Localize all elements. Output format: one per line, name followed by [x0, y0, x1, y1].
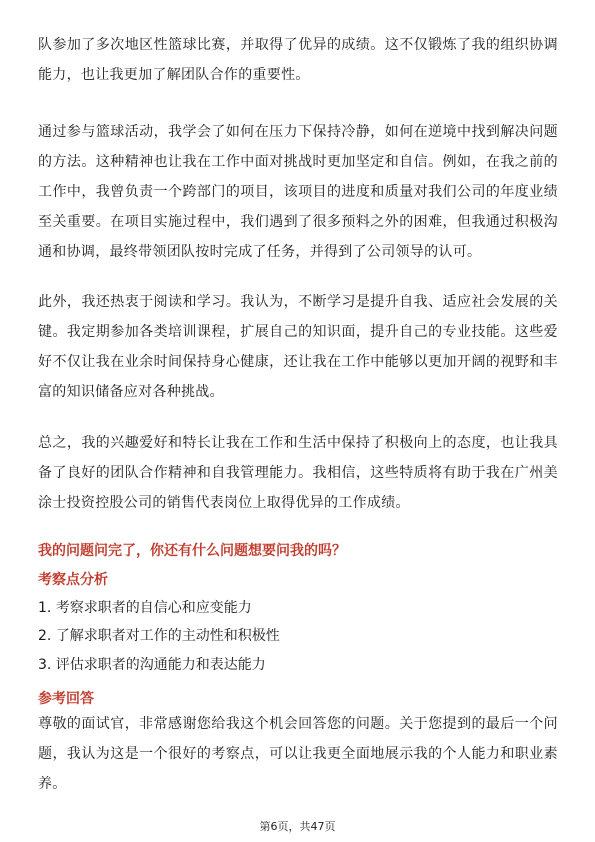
paragraph-reading-learning: 此外，我还热衷于阅读和学习。我认为，不断学习是提升自我、适应社会发展的关键。我定期参加各类培训课程，扩展自己的知识面，提升自己的专业技能。这些爱好不仅让我在业余时间保持身心健康，还让我在工作中能够以更加开阔的视野和丰富的知识储备应对各种挑战。	[38, 294, 558, 400]
interview-question: 我的问题问完了，你还有什么问题想要问我的吗？	[38, 543, 346, 559]
paragraph-conclusion: 总之，我的兴趣爱好和特长让我在工作和生活中保持了积极向上的态度，也让我具备了良好的团队合作精神和自我管理能力。我相信，这些特质将有助于我在广州美涂士投资控股公司的销售代表岗位上取得优异的工作成绩。	[38, 435, 558, 511]
reference-answer: 尊敬的面试官，非常感谢您给我这个机会回答您的问题。关于您提到的最后一个问题，我认为这是一个很好的考察点，可以让我更全面地展示我的个人能力和职业素养。	[38, 716, 558, 792]
paragraph-basketball-lessons: 通过参与篮球活动，我学会了如何在压力下保持冷静，如何在逆境中找到解决问题的方法。这种精神也让我在工作中面对挑战时更加坚定和自信。例如，在我之前的工作中，我曾负责一个跨部门的项目，该项目的进度和质量对我们公司的年度业绩至关重要。在项目实施过程中，我们遇到了很多预料之外的困难，但我通过积极沟通和协调，最终带领团队按时完成了任务，并得到了公司领导的认可。	[38, 124, 558, 260]
analysis-heading: 考察点分析	[38, 572, 108, 588]
reference-heading: 参考回答	[38, 691, 94, 707]
paragraph-basketball-intro: 队参加了多次地区性篮球比赛，并取得了优异的成绩。这不仅锻炼了我的组织协调能力，也让我更加了解团队合作的重要性。	[38, 37, 558, 83]
page-number: 第6页，共47页	[259, 820, 336, 833]
analysis-item-1: 1. 考察求职者的自信心和应变能力	[38, 600, 252, 616]
analysis-item-3: 3. 评估求职者的沟通能力和表达能力	[38, 657, 266, 673]
analysis-item-2: 2. 了解求职者对工作的主动性和积极性	[38, 628, 280, 644]
